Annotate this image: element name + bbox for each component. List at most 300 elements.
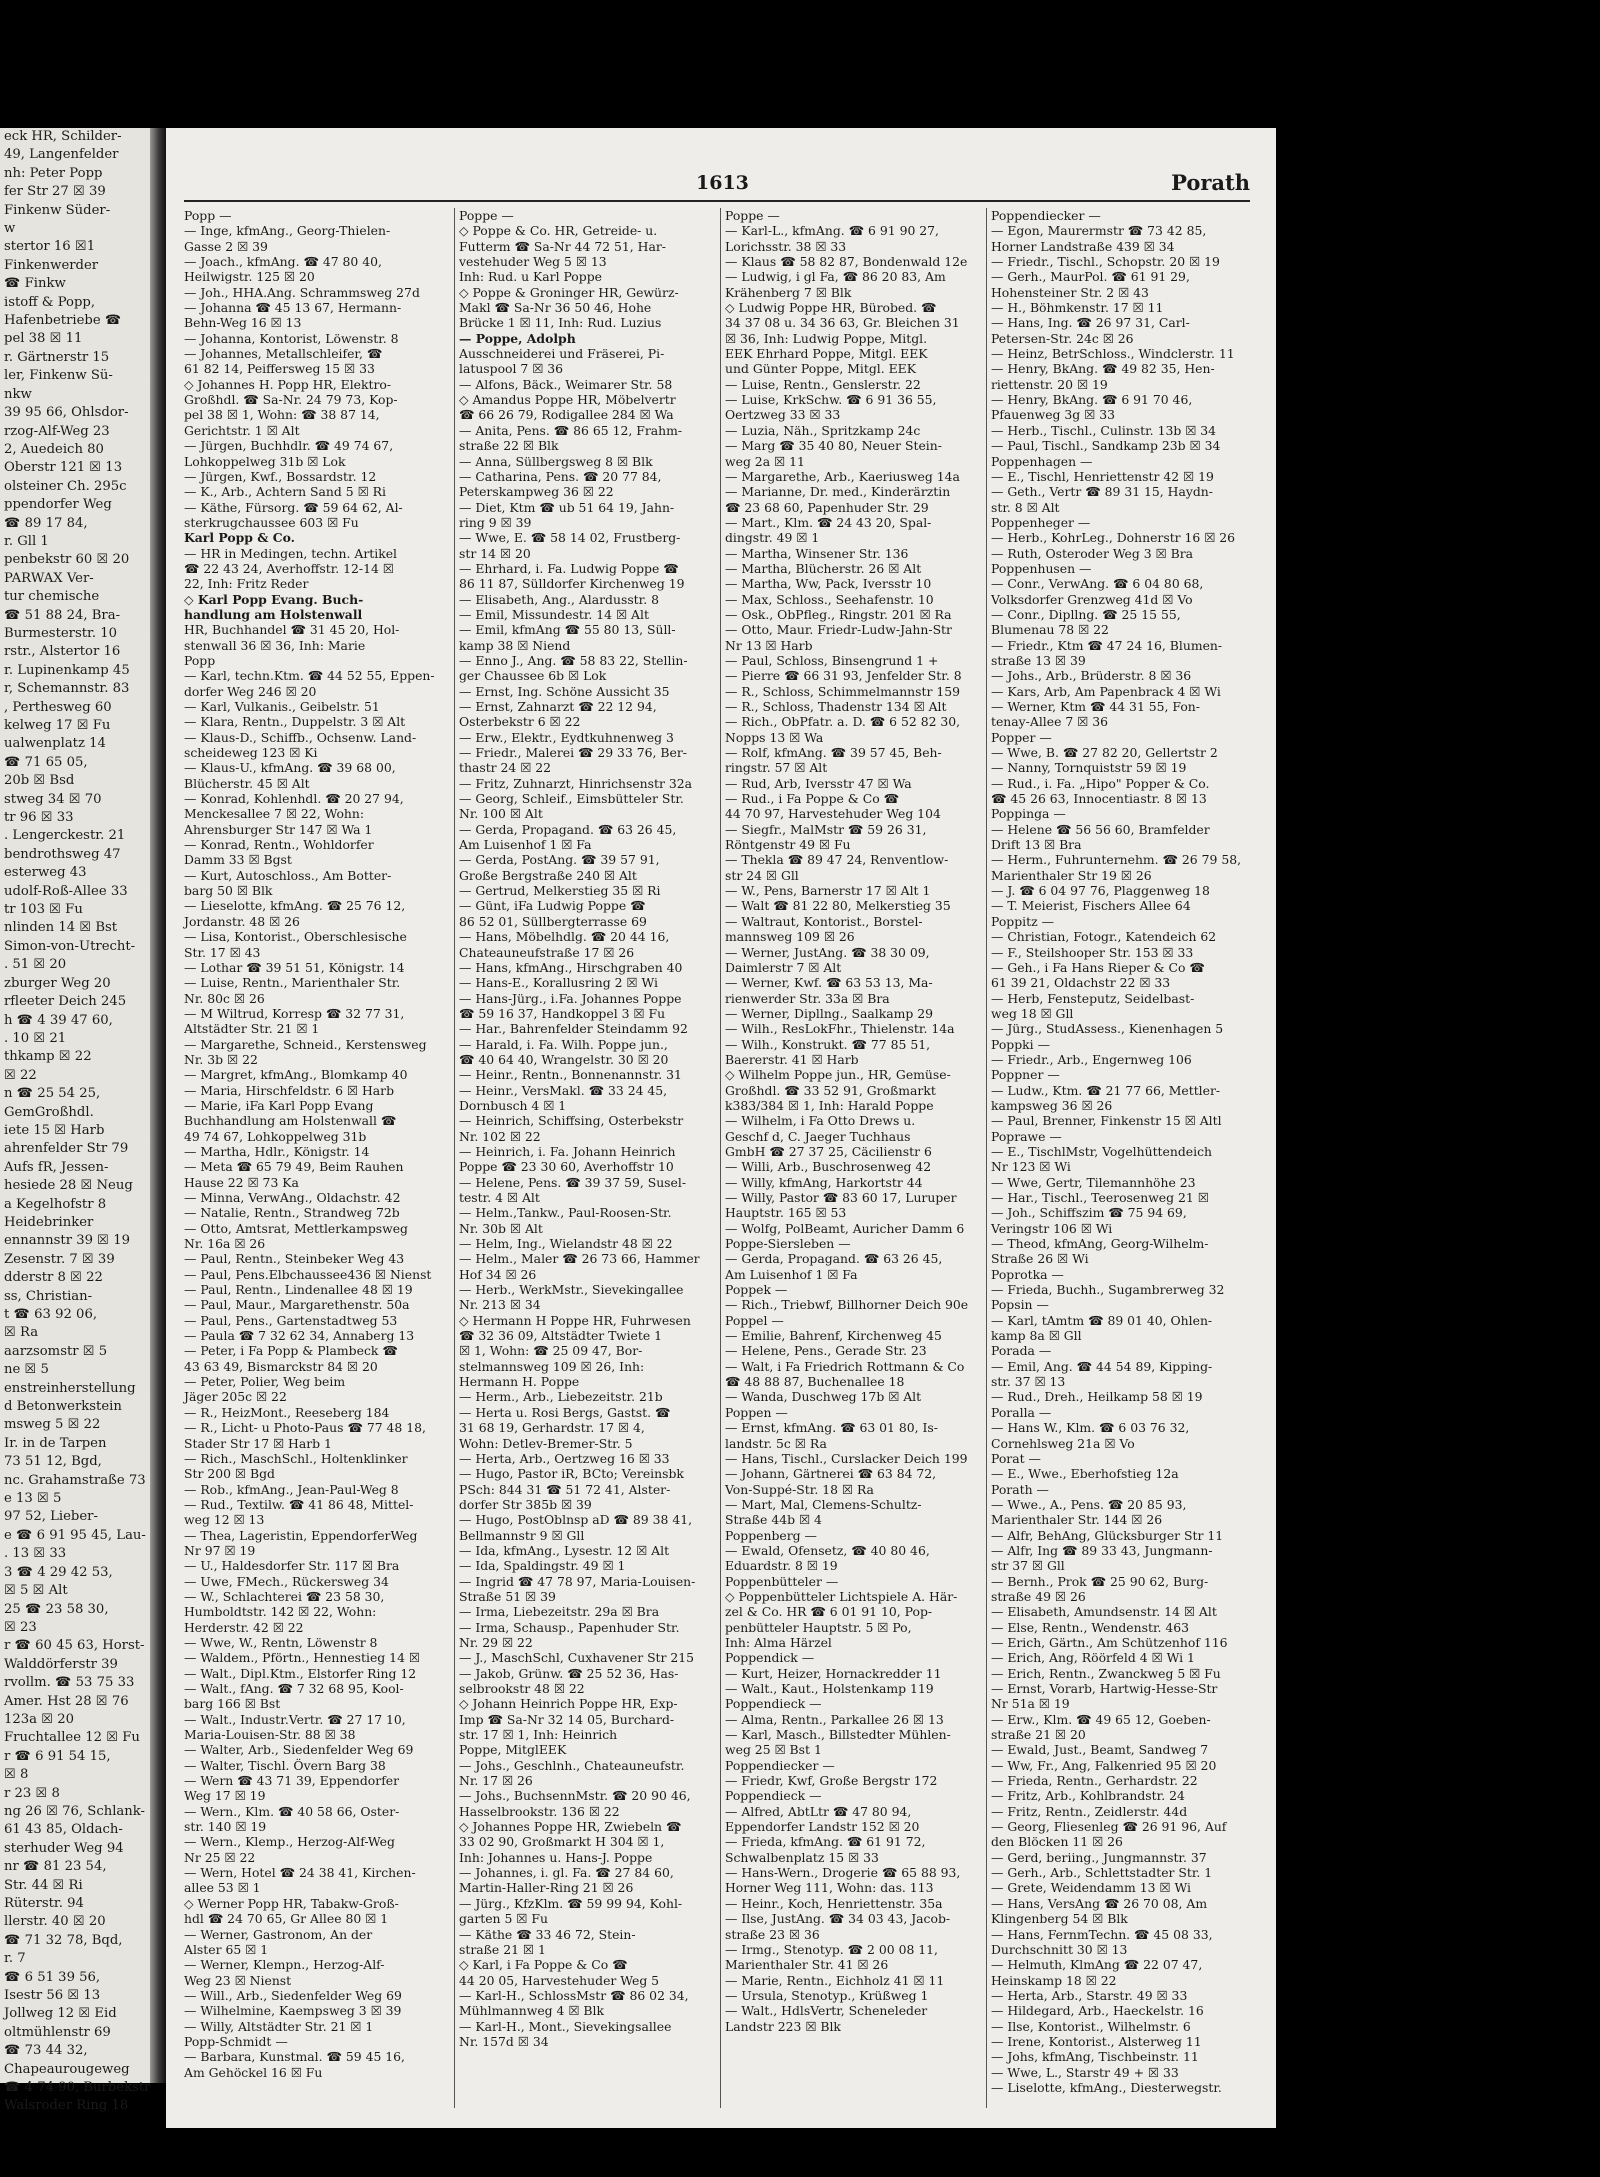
directory-entry-line: — Martha, Winsener Str. 136	[725, 545, 909, 561]
directory-entry-line: ☎ 40 64 40, Wrangelstr. 30 ☒ 20	[459, 1051, 669, 1067]
directory-entry-line: — Hans, kfmAng., Hirschgraben 40	[459, 959, 683, 975]
directory-entry-line: Poppel —	[725, 1312, 784, 1328]
directory-entry-line: — K., Arb., Achtern Sand 5 ☒ Ri	[184, 484, 386, 500]
left-page-line: fer Str 27 ☒ 39	[4, 184, 106, 200]
left-page-line: Rüterstr. 94	[4, 1896, 84, 1911]
directory-entry-line: Dornbusch 4 ☒ 1	[459, 1097, 567, 1113]
directory-entry-line: — Wanda, Duschweg 17b ☒ Alt	[725, 1389, 922, 1405]
directory-entry-line: handlung am Holstenwall	[184, 606, 363, 622]
directory-entry-line: — Johannes, i. gl. Fa. ☎ 27 84 60,	[459, 1865, 674, 1881]
directory-entry-line: — Bernh., Prok ☎ 25 90 62, Burg-	[991, 1573, 1209, 1589]
left-page-line: tur chemische	[4, 589, 100, 605]
directory-entry-line: — Friedr., Tischl., Schopstr. 20 ☒ 19	[991, 254, 1220, 270]
directory-entry-line: Herderstr. 42 ☒ 22	[184, 1619, 304, 1635]
directory-entry-line: — Gerd, beriing., Jungmannstr. 37	[991, 1849, 1207, 1865]
directory-entry-line: — Will., Arb., Siedenfelder Weg 69	[184, 1987, 402, 2003]
directory-entry-line: — Luzia, Näh., Spritzkamp 24c	[725, 422, 921, 438]
directory-entry-line: ger Chaussee 6b ☒ Lok	[459, 668, 607, 684]
directory-entry-line: Heilwigstr. 125 ☒ 20	[184, 269, 315, 285]
directory-entry-line: — Georg, Fliesenleg ☎ 26 91 96, Auf	[991, 1819, 1227, 1835]
directory-entry-line: — Erich, Rentn., Zwanckweg 5 ☒ Fu	[991, 1665, 1221, 1681]
directory-entry-line: kamp 38 ☒ Niend	[459, 637, 571, 653]
directory-entry-line: Eppendorfer Landstr 152 ☒ 20	[725, 1819, 920, 1835]
directory-entry-line: — Max, Schloss., Seehafenstr. 10	[725, 591, 934, 607]
directory-entry-line: — Osk., ObPfleg., Ringstr. 201 ☒ Ra	[725, 606, 952, 622]
directory-entry-line: — Else, Rentn., Wendenstr. 463	[991, 1619, 1190, 1635]
left-page-line: Heidebrinker	[4, 1214, 94, 1230]
directory-entry-line: — Thea, Lageristin, EppendorferWeg	[184, 1527, 418, 1543]
directory-entry-line: — Hugo, Pastor iR, BCto; Vereinsbk	[459, 1466, 684, 1482]
directory-entry-line: hdl ☎ 24 70 65, Gr Allee 80 ☒ 1	[184, 1911, 389, 1927]
directory-entry-line: weg 2a ☒ 11	[725, 453, 805, 469]
directory-entry-line: — Nanny, Tornquiststr 59 ☒ 19	[991, 760, 1187, 776]
left-page-line: ☒ 5 ☒ Alt	[4, 1583, 68, 1599]
directory-entry-line: ☎ 59 16 37, Handkoppel 3 ☒ Fu	[459, 1005, 666, 1021]
directory-entry-line: HR, Buchhandel ☎ 31 45 20, Hol-	[184, 622, 400, 638]
directory-entry-line: rienwerder Str. 33a ☒ Bra	[725, 990, 890, 1006]
left-page-line: enstreinherstellung	[4, 1380, 136, 1396]
left-page-line: r ☎ 60 45 63, Horst-	[4, 1638, 145, 1654]
directory-entry-line: Poppitz —	[991, 913, 1054, 929]
directory-entry-line: Pfauenweg 3g ☒ 33	[991, 407, 1115, 423]
directory-entry-line: — Ingrid ☎ 47 78 97, Maria-Louisen-	[459, 1573, 696, 1589]
left-page-line: ennannstr 39 ☒ 19	[4, 1233, 130, 1249]
directory-entry-line: — Rob., kfmAng., Jean-Paul-Weg 8	[184, 1481, 399, 1497]
left-page-line: Hafenbetriebe ☎	[4, 313, 122, 329]
left-page-line: . 51 ☒ 20	[4, 957, 67, 973]
directory-entry-line: Nr. 17 ☒ 26	[459, 1773, 533, 1789]
directory-entry-line: Poppenbütteler —	[725, 1573, 839, 1589]
left-page-line: hesiede 28 ☒ Neug	[4, 1178, 133, 1194]
directory-entry-line: Lorichsstr. 38 ☒ 33	[725, 238, 847, 254]
directory-entry-line: den Blöcken 11 ☒ 26	[991, 1834, 1123, 1850]
directory-entry-line: Nr 13 ☒ Harb	[725, 637, 813, 653]
directory-entry-line: tenay-Allee 7 ☒ 36	[991, 714, 1108, 730]
directory-entry-line: Poppe —	[725, 208, 780, 223]
directory-entry-line: Nr. 16a ☒ 26	[184, 1236, 266, 1252]
directory-entry-line: — Gertrud, Melkerstieg 35 ☒ Ri	[459, 883, 661, 899]
directory-entry-line: Hasselbrookstr. 136 ☒ 22	[459, 1803, 620, 1819]
directory-entry-line: — Enno J., Ang. ☎ 58 83 22, Stellin-	[459, 652, 688, 668]
directory-entry-line: — Hans, Möbelhdlg. ☎ 20 44 16,	[459, 929, 670, 945]
directory-entry-line: — Poppe, Adolph	[459, 330, 576, 346]
directory-entry-line: — Ludwig, i gl Fa, ☎ 86 20 83, Am	[725, 269, 946, 285]
directory-entry-line: Chateauneufstraße 17 ☒ 26	[459, 944, 635, 960]
left-page-line: udolf-Roß-Allee 33	[4, 883, 128, 899]
left-page-line: bendrothsweg 47	[4, 846, 121, 862]
directory-entry-line: — Willi, Arb., Buschrosenweg 42	[725, 1159, 932, 1175]
directory-entry-line: — Hans, VersAng ☎ 26 70 08, Am	[991, 1895, 1208, 1911]
directory-entry-line: Poprotka —	[991, 1266, 1064, 1282]
directory-entry-line: — Herb., Tischl., Culinstr. 13b ☒ 34	[991, 422, 1217, 438]
directory-entry-line: — Klara, Rentn., Duppelstr. 3 ☒ Alt	[184, 714, 406, 730]
directory-entry-line: Jäger 205c ☒ 22	[184, 1389, 287, 1405]
directory-entry-line: Am Gehöckel 16 ☒ Fu	[184, 2064, 323, 2080]
directory-entry-line: Hause 22 ☒ 73 Ka	[184, 1174, 299, 1190]
page-number: 1613	[696, 172, 749, 194]
directory-entry-line: — Wern., Klm. ☎ 40 58 66, Oster-	[184, 1803, 400, 1819]
directory-entry-line: — Heinr., Rentn., Bonnenannstr. 31	[459, 1067, 682, 1083]
directory-entry-line: Altstädter Str. 21 ☒ 1	[184, 1021, 320, 1037]
directory-entry-line: — Marg ☎ 35 40 80, Neuer Stein-	[725, 438, 942, 454]
directory-entry-line: PSch: 844 31 ☎ 51 72 41, Alster-	[459, 1481, 671, 1497]
directory-entry-line: Str. 17 ☒ 43	[184, 944, 261, 960]
directory-entry-line: penbütteler Hauptstr. 5 ☒ Po,	[725, 1619, 912, 1635]
left-page-line: t ☎ 63 92 06,	[4, 1307, 98, 1322]
left-page-line: dderstr 8 ☒ 22	[4, 1270, 103, 1286]
directory-entry-line: — Johs, kfmAng, Tischbeinstr. 11	[991, 2049, 1199, 2065]
directory-entry-line: — Jürgen, Kwf., Bossardstr. 12	[184, 468, 377, 484]
directory-entry-line: — Friedr., Arb., Engernweg 106	[991, 1051, 1192, 1067]
directory-entry-line: sterkrugchaussee 603 ☒ Fu	[184, 514, 359, 530]
directory-entry-line: — Thekla ☎ 89 47 24, Renventlow-	[725, 852, 949, 868]
directory-entry-line: — Helene, Pens. ☎ 39 37 59, Susel-	[459, 1174, 687, 1190]
directory-entry-line: dorfer Str 385b ☒ 39	[459, 1496, 592, 1512]
directory-entry-line: Petersen-Str. 24c ☒ 26	[991, 330, 1134, 346]
directory-entry-line: Schwalbenplatz 15 ☒ 33	[725, 1849, 879, 1865]
left-page-line: Aufs fR, Jessen-	[4, 1159, 109, 1175]
directory-entry-line: Poppendieck —	[725, 1696, 822, 1712]
left-page-line: nr ☎ 81 23 54,	[4, 1859, 107, 1875]
directory-entry-line: — Ernst, Vorarb, Hartwig-Hesse-Str	[991, 1681, 1218, 1696]
directory-entry-line: — Rud., Dreh., Heilkamp 58 ☒ 19	[991, 1389, 1203, 1405]
directory-entry-line: — Wwe, W., Rentn, Löwenstr 8	[184, 1634, 378, 1650]
directory-entry-line: vestehuder Weg 5 ☒ 13	[459, 254, 607, 270]
directory-entry-line: — E., TischlMstr, Vogelhüttendeich	[991, 1143, 1212, 1159]
directory-entry-line: kamp 8a ☒ Gll	[991, 1328, 1082, 1344]
left-page-line: msweg 5 ☒ 22	[4, 1417, 101, 1433]
directory-entry-line: — Werner, Klempn., Herzog-Alf-	[184, 1957, 385, 1973]
left-page-line: penbekstr 60 ☒ 20	[4, 552, 130, 568]
directory-entry-line: — Frieda, Rentn., Gerhardstr. 22	[991, 1773, 1198, 1789]
left-page-line: Simon-von-Utrecht-	[4, 938, 136, 954]
directory-entry-line: — Kurt, Heizer, Hornackredder 11	[725, 1665, 942, 1681]
directory-entry-line: — Harald, i. Fa. Wilh. Poppe jun.,	[459, 1036, 668, 1052]
directory-entry-line: pel 38 ☒ 1, Wohn: ☎ 38 87 14,	[184, 407, 380, 423]
directory-entry-line: — Elisabeth, Amundsenstr. 14 ☒ Alt	[991, 1604, 1217, 1620]
directory-entry-line: — Alfr, BehAng, Glücksburger Str 11	[991, 1527, 1224, 1543]
directory-entry-line: 44 20 05, Harvestehuder Weg 5	[459, 1972, 660, 1988]
directory-entry-line: — Lieselotte, kfmAng. ☎ 25 76 12,	[184, 898, 406, 914]
directory-entry-line: ◇ Poppe & Groninger HR, Gewürz-	[459, 284, 679, 300]
directory-entry-line: selbrookstr 48 ☒ 22	[459, 1681, 585, 1696]
directory-entry-line: — Gerh., MaurPol. ☎ 61 91 29,	[991, 269, 1190, 285]
directory-entry-line: barg 166 ☒ Bst	[184, 1696, 281, 1712]
directory-entry-line: Oertzweg 33 ☒ 33	[725, 407, 841, 423]
directory-entry-line: — Werner, JustAng. ☎ 38 30 09,	[725, 944, 930, 960]
directory-entry-line: — Willy, Pastor ☎ 83 60 17, Luruper	[725, 1190, 957, 1205]
directory-entry-line: — Klaus-D., Schiffb., Ochsenw. Land-	[184, 729, 417, 745]
directory-entry-line: Behn-Weg 16 ☒ 13	[184, 315, 302, 331]
directory-entry-line: — Willy, kfmAng, Harkortstr 44	[725, 1174, 923, 1190]
left-page-line: zburger Weg 20	[4, 975, 111, 991]
left-page-line: ☎ 89 17 84,	[4, 515, 88, 531]
directory-entry-line: Hohensteiner Str. 2 ☒ 43	[991, 284, 1149, 300]
directory-entry-line: — Frieda, kfmAng. ☎ 61 91 72,	[725, 1834, 926, 1850]
directory-entry-line: — Ernst, Ing. Schöne Aussicht 35	[459, 683, 670, 699]
directory-entry-line: — Johanna ☎ 45 13 67, Hermann-	[184, 300, 402, 316]
left-page-line: Zesenstr. 7 ☒ 39	[4, 1251, 115, 1267]
directory-entry-line: — Ernst, Zahnarzt ☎ 22 12 94,	[459, 699, 657, 714]
directory-entry-line: Straße 26 ☒ Wi	[991, 1251, 1089, 1267]
left-page-line: oltmühlenstr 69	[4, 2024, 111, 2040]
left-page-line: 2, Auedeich 80	[4, 441, 104, 457]
directory-entry-line: — Liselotte, kfmAng., Diesterwegstr.	[991, 2079, 1222, 2095]
directory-entry-line: weg 18 ☒ Gll	[991, 1005, 1074, 1021]
left-page-line: nc. Grahamstraße 73	[4, 1472, 146, 1488]
directory-entry-line: — Emil, Ang. ☎ 44 54 89, Kipping-	[991, 1358, 1213, 1374]
directory-entry-line: — Inge, kfmAng., Georg-Thielen-	[184, 223, 391, 239]
directory-entry-line: ☎ 23 68 60, Papenhuder Str. 29	[725, 499, 929, 515]
left-page-line: Oberstr 121 ☒ 13	[4, 460, 123, 476]
left-page-line: esterweg 43	[4, 865, 87, 881]
directory-entry-line: — Anita, Pens. ☎ 86 65 12, Frahm-	[459, 422, 683, 438]
directory-entry-line: — Friedr., Malerei ☎ 29 33 76, Ber-	[459, 745, 687, 761]
directory-entry-line: — Werner, Dipllng., Saalkamp 29	[725, 1005, 934, 1021]
directory-entry-line: Ausschneiderei und Fräserei, Pi-	[459, 346, 665, 362]
directory-entry-line: — Ida, kfmAng., Lysestr. 12 ☒ Alt	[459, 1542, 670, 1558]
header-rule	[184, 200, 1250, 202]
directory-entry-line: — R., Licht- u Photo-Paus ☎ 77 48 18,	[184, 1420, 426, 1436]
directory-entry-line: — W., Schlachterei ☎ 23 58 30,	[184, 1588, 385, 1604]
directory-entry-line: — Elisabeth, Ang., Alardusstr. 8	[459, 591, 659, 607]
directory-entry-line: — Erich, Gärtn., Am Schützenhof 116	[991, 1634, 1228, 1650]
left-page-line: ☒ 22	[4, 1067, 37, 1083]
directory-entry-line: ☎ 45 26 63, Innocentiastr. 8 ☒ 13	[991, 791, 1207, 807]
directory-entry-line: — Karl, Vulkanis., Geibelstr. 51	[184, 699, 380, 714]
directory-entry-line: — Mart, Mal, Clemens-Schultz-	[725, 1496, 922, 1512]
directory-entry-line: — Jürg., KfzKlm. ☎ 59 99 94, Kohl-	[459, 1895, 683, 1911]
directory-entry-line: Gerichtstr. 1 ☒ Alt	[184, 422, 300, 438]
directory-entry-line: Inh: Rud. u Karl Poppe	[459, 269, 602, 285]
directory-entry-line: — Helm, Ing., Wielandstr 48 ☒ 22	[459, 1236, 673, 1252]
directory-entry-line: Nr. 213 ☒ 34	[459, 1297, 541, 1313]
directory-entry-line: Buchhandlung am Holstenwall ☎	[184, 1113, 397, 1129]
directory-entry-line: Nr 25 ☒ 22	[184, 1849, 256, 1865]
directory-entry-line: — Käthe, Fürsorg. ☎ 59 64 62, Al-	[184, 499, 403, 515]
directory-entry-line: garten 5 ☒ Fu	[459, 1911, 548, 1927]
directory-entry-line: Martin-Haller-Ring 21 ☒ 26	[459, 1880, 634, 1896]
left-page-line: 73 51 12, Bgd,	[4, 1454, 102, 1470]
directory-entry-line: — Maria, Hirschfeldstr. 6 ☒ Harb	[184, 1082, 395, 1098]
left-page-line: Ir. in de Tarpen	[4, 1435, 107, 1451]
left-page-line: 20b ☒ Bsd	[4, 773, 75, 789]
directory-entry-line: Hermann H. Poppe	[459, 1374, 580, 1390]
directory-entry-line: — Rud., i. Fa. „Hipo" Popper & Co.	[991, 775, 1210, 791]
left-page-line: ☒ Ra	[4, 1325, 39, 1341]
directory-entry-line: — Hans W., Klm. ☎ 6 03 76 32,	[991, 1420, 1190, 1436]
directory-entry-line: Straße 51 ☒ 39	[459, 1588, 556, 1604]
directory-entry-line: — Herb, Fensteputz, Seidelbast-	[991, 990, 1195, 1006]
directory-entry-line: Popp-Schmidt —	[184, 2033, 288, 2049]
directory-entry-line: EEK Ehrhard Poppe, Mitgl. EEK	[725, 346, 928, 362]
directory-entry-line: — Wern., Klemp., Herzog-Alf-Weg	[184, 1834, 395, 1850]
directory-entry-line: ◇ Amandus Poppe HR, Möbelvertr	[459, 392, 676, 408]
left-page-line: r, Schemannstr. 83	[4, 681, 130, 697]
directory-entry-line: — Paul, Brenner, Finkenstr 15 ☒ Altl	[991, 1113, 1222, 1129]
directory-entry-line: Inh: Johannes u. Hans-J. Poppe	[459, 1849, 653, 1865]
directory-entry-line: Nr 97 ☒ 19	[184, 1542, 256, 1558]
directory-entry-line: Str 200 ☒ Bgd	[184, 1466, 275, 1482]
directory-entry-line: Peterskampweg 36 ☒ 22	[459, 484, 614, 500]
left-page-line: ler, Finkenw Sü-	[4, 368, 113, 384]
directory-entry-line: — Alfr, Ing ☎ 89 33 43, Jungmann-	[991, 1542, 1213, 1558]
directory-entry-line: — Egon, Maurermstr ☎ 73 42 85,	[991, 223, 1207, 239]
directory-entry-line: — Walt., Dipl.Ktm., Elstorfer Ring 12	[184, 1665, 417, 1681]
directory-entry-line: — Peter, Polier, Weg beim	[184, 1374, 346, 1390]
directory-entry-line: Nr. 30b ☒ Alt	[459, 1220, 543, 1236]
directory-entry-line: — Karl, techn.Ktm. ☎ 44 52 55, Eppen-	[184, 668, 435, 684]
left-page-line: r. 7	[4, 1951, 26, 1967]
directory-entry-line: — Karl-H., Mont., Sievekingsallee	[459, 2018, 672, 2034]
directory-entry-line: — J., MaschSchl, Cuxhavener Str 215	[459, 1650, 695, 1666]
directory-entry-line: ◇ Wilhelm Poppe jun., HR, Gemüse-	[725, 1067, 951, 1083]
left-page-line: nh: Peter Popp	[4, 165, 103, 181]
directory-entry-line: Imp ☎ Sa-Nr 32 14 05, Burchard-	[459, 1711, 675, 1727]
directory-entry-line: — Friedr., Ktm ☎ 47 24 16, Blumen-	[991, 637, 1223, 653]
directory-entry-line: — Anna, Süllbergsweg 8 ☒ Blk	[459, 453, 653, 469]
directory-entry-line: ☒ 36, Inh: Ludwig Poppe, Mitgl.	[725, 330, 928, 346]
directory-entry-line: — Herm., Arb., Liebezeitstr. 21b	[459, 1389, 663, 1405]
directory-entry-line: — Paul, Rentn., Steinbeker Weg 43	[184, 1251, 405, 1267]
directory-entry-line: scheideweg 123 ☒ Ki	[184, 745, 318, 761]
directory-entry-line: — Ruth, Osteroder Weg 3 ☒ Bra	[991, 545, 1194, 561]
directory-entry-line: GmbH ☎ 27 37 25, Cäcilienstr 6	[725, 1143, 932, 1159]
left-page-line: r 23 ☒ 8	[4, 1785, 60, 1801]
directory-entry-line: Geschf d, C. Jaeger Tuchhaus	[725, 1128, 911, 1144]
directory-entry-line: — Otto, Amtsrat, Mettlerkampsweg	[184, 1220, 408, 1236]
left-page-line: sterhuder Weg 94	[4, 1840, 124, 1856]
book-gutter	[150, 128, 166, 2083]
left-page-line: stertor 16 ☒1	[4, 239, 96, 255]
directory-entry-line: — Ehrhard, i. Fa. Ludwig Poppe ☎	[459, 560, 679, 576]
directory-entry-line: — Wwe., A., Pens. ☎ 20 85 93,	[991, 1496, 1187, 1512]
directory-entry-line: — Joach., kfmAng. ☎ 47 80 40,	[184, 254, 382, 270]
directory-entry-line: Weg 17 ☒ 19	[184, 1788, 266, 1804]
directory-entry-line: — Erw., Elektr., Eydtkuhnenweg 3	[459, 729, 674, 745]
directory-entry-line: Heinskamp 18 ☒ 22	[991, 1972, 1117, 1988]
directory-entry-line: — Paula ☎ 7 32 62 34, Annaberg 13	[184, 1328, 415, 1344]
directory-entry-line: — Paul, Rentn., Lindenallee 48 ☒ 19	[184, 1282, 413, 1298]
right-page	[166, 128, 1276, 2128]
directory-entry-line: — F., Steilshooper Str. 153 ☒ 33	[991, 944, 1194, 960]
left-page-line: olsteiner Ch. 295c	[4, 478, 127, 494]
directory-entry-line: 49 74 67, Lohkoppelweg 31b	[184, 1128, 367, 1144]
directory-entry-line: k383/384 ☒ 1, Inh: Harald Poppe	[725, 1097, 934, 1113]
directory-entry-line: — Heinr., VersMakl. ☎ 33 24 45,	[459, 1082, 668, 1098]
directory-entry-line: — Wilh., Konstrukt. ☎ 77 85 51,	[725, 1036, 931, 1052]
directory-entry-line: — Walter, Tischl. Övern Barg 38	[184, 1757, 386, 1773]
directory-entry-line: — Martha, Blücherstr. 26 ☒ Alt	[725, 560, 922, 576]
directory-entry-line: — Helm., Maler ☎ 26 73 66, Hammer	[459, 1251, 700, 1267]
directory-entry-line: Großhdl. ☎ 33 52 91, Großmarkt	[725, 1082, 936, 1098]
directory-entry-line: — Ernst, kfmAng. ☎ 63 01 80, Is-	[725, 1420, 938, 1436]
directory-entry-line: Röntgenstr 49 ☒ Fu	[725, 837, 851, 853]
directory-entry-line: — Jürg., StudAssess., Kienenhagen 5	[991, 1021, 1224, 1037]
left-page-fragment	[0, 128, 151, 2114]
directory-entry-line: Volksdorfer Grenzweg 41d ☒ Vo	[991, 591, 1193, 607]
left-page-line: ne ☒ 5	[4, 1362, 49, 1378]
left-page-line: 123a ☒ 20	[4, 1711, 75, 1727]
directory-entry-line: — Har., Bahrenfelder Steindamm 92	[459, 1021, 688, 1037]
directory-entry-line: — Alma, Rentn., Parkallee 26 ☒ 13	[725, 1711, 944, 1727]
directory-entry-line: Weg 23 ☒ Nienst	[184, 1972, 292, 1988]
directory-entry-line: — Frieda, Buchh., Sugambrerweg 32	[991, 1282, 1225, 1298]
directory-entry-line: — Paul, Pens., Gartenstadtweg 53	[184, 1312, 398, 1328]
directory-entry-line: Brücke 1 ☒ 11, Inh: Rud. Luzius	[459, 315, 662, 331]
directory-entry-line: — Irma, Schausp., Papenhuder Str.	[459, 1619, 680, 1635]
directory-entry-line: — Wern, Hotel ☎ 24 38 41, Kirchen-	[184, 1865, 416, 1881]
left-page-line: r ☎ 6 91 54 15,	[4, 1748, 111, 1764]
directory-entry-line: — Lothar ☎ 39 51 51, Königstr. 14	[184, 959, 405, 975]
directory-entry-line: — Hans, Tischl., Curslacker Deich 199	[725, 1450, 968, 1466]
directory-entry-line: Am Luisenhof 1 ☒ Fa	[725, 1266, 858, 1282]
directory-entry-line: Klingenberg 54 ☒ Blk	[991, 1911, 1128, 1927]
directory-entry-line: Lohkoppelweg 31b ☒ Lok	[184, 453, 346, 469]
directory-entry-line: Poppe —	[459, 208, 514, 223]
directory-entry-line: — Wilhelmine, Kaempsweg 3 ☒ 39	[184, 2003, 402, 2019]
directory-entry-line: — Johs., Arb., Brüderstr. 8 ☒ 36	[991, 668, 1192, 684]
left-page-line: tr 96 ☒ 33	[4, 810, 74, 826]
directory-entry-line: — Hildegard, Arb., Haeckelstr. 16	[991, 2003, 1204, 2019]
directory-entry-line: str 37 ☒ Gll	[991, 1558, 1065, 1574]
directory-entry-line: — Joh., HHA.Ang. Schrammsweg 27d	[184, 284, 420, 300]
directory-entry-line: — HR in Medingen, techn. Artikel	[184, 545, 398, 561]
directory-entry-line: — Werner, Gastronom, An der	[184, 1926, 373, 1942]
directory-entry-line: str. 17 ☒ 1, Inh: Heinrich	[459, 1727, 618, 1743]
column-4	[986, 208, 1251, 2108]
directory-entry-line: landstr. 5c ☒ Ra	[725, 1435, 827, 1451]
left-page-line: . Lengerckestr. 21	[4, 828, 126, 844]
column-1	[184, 208, 442, 2108]
directory-entry-line: Poppenberg —	[725, 1527, 817, 1543]
directory-entry-line: — Konrad, Kohlenhdl. ☎ 20 27 94,	[184, 791, 404, 807]
left-page-line: pel 38 ☒ 11	[4, 331, 83, 347]
directory-entry-line: Bellmannstr 9 ☒ Gll	[459, 1527, 585, 1543]
directory-entry-line: — Paul, Schloss, Binsengrund 1 +	[725, 652, 939, 668]
directory-entry-line: — Alfons, Bäck., Weimarer Str. 58	[459, 376, 673, 392]
directory-entry-line: — Emil, Missundestr. 14 ☒ Alt	[459, 606, 649, 622]
directory-entry-line: Inh: Alma Härzel	[725, 1634, 832, 1650]
directory-entry-line: str 24 ☒ Gll	[725, 867, 799, 883]
directory-entry-line: riettenstr. 20 ☒ 19	[991, 376, 1108, 392]
directory-entry-line: ◇ Poppenbütteler Lichtspiele A. Här-	[725, 1588, 958, 1604]
directory-entry-line: — Otto, Maur. Friedr-Ludw-Jahn-Str	[725, 622, 952, 638]
directory-entry-line: — Uwe, FMech., Rückersweg 34	[184, 1573, 389, 1589]
left-page-line: Jollweg 12 ☒ Eid	[4, 2006, 117, 2022]
left-page-line: Walddörferstr 39	[4, 1656, 118, 1672]
directory-entry-line: str. 8 ☒ Alt	[991, 499, 1060, 515]
directory-entry-line: Am Luisenhof 1 ☒ Fa	[459, 837, 592, 853]
directory-entry-line: — Johs., Geschlnh., Chateauneufstr.	[459, 1757, 685, 1773]
directory-entry-line: — Jürgen, Buchhdlr. ☎ 49 74 67,	[184, 438, 394, 454]
directory-entry-line: Marienthaler Str. 144 ☒ 26	[991, 1512, 1163, 1528]
directory-entry-line: — Fritz, Arb., Kohlbrandstr. 24	[991, 1788, 1185, 1804]
directory-entry-line: — Hugo, PostOblnsp aD ☎ 89 38 41,	[459, 1512, 693, 1528]
directory-entry-line: — E., Wwe., Eberhofstieg 12a	[991, 1466, 1179, 1482]
directory-entry-line: Marienthaler Str. 41 ☒ 26	[725, 1957, 889, 1973]
directory-entry-line: Poppe-Siersleben —	[725, 1236, 851, 1252]
column-2	[454, 208, 711, 2108]
left-page-line: 3 ☎ 4 29 42 53,	[4, 1564, 113, 1580]
directory-entry-line: — Har., Tischl., Teerosenweg 21 ☒	[991, 1190, 1209, 1205]
directory-entry-line: ◇ Johannes Poppe HR, Zwiebeln ☎	[459, 1819, 682, 1835]
directory-entry-line: thastr 24 ☒ 22	[459, 760, 552, 776]
directory-entry-line: — Karl, Masch., Billstedter Mühlen-	[725, 1727, 951, 1743]
directory-entry-line: — Siegfr., MalMstr ☎ 59 26 31,	[725, 821, 927, 837]
directory-entry-line: ☎ 22 43 24, Averhoffstr. 12-14 ☒	[184, 560, 394, 576]
left-page-line: iete 15 ☒ Harb	[4, 1122, 105, 1138]
